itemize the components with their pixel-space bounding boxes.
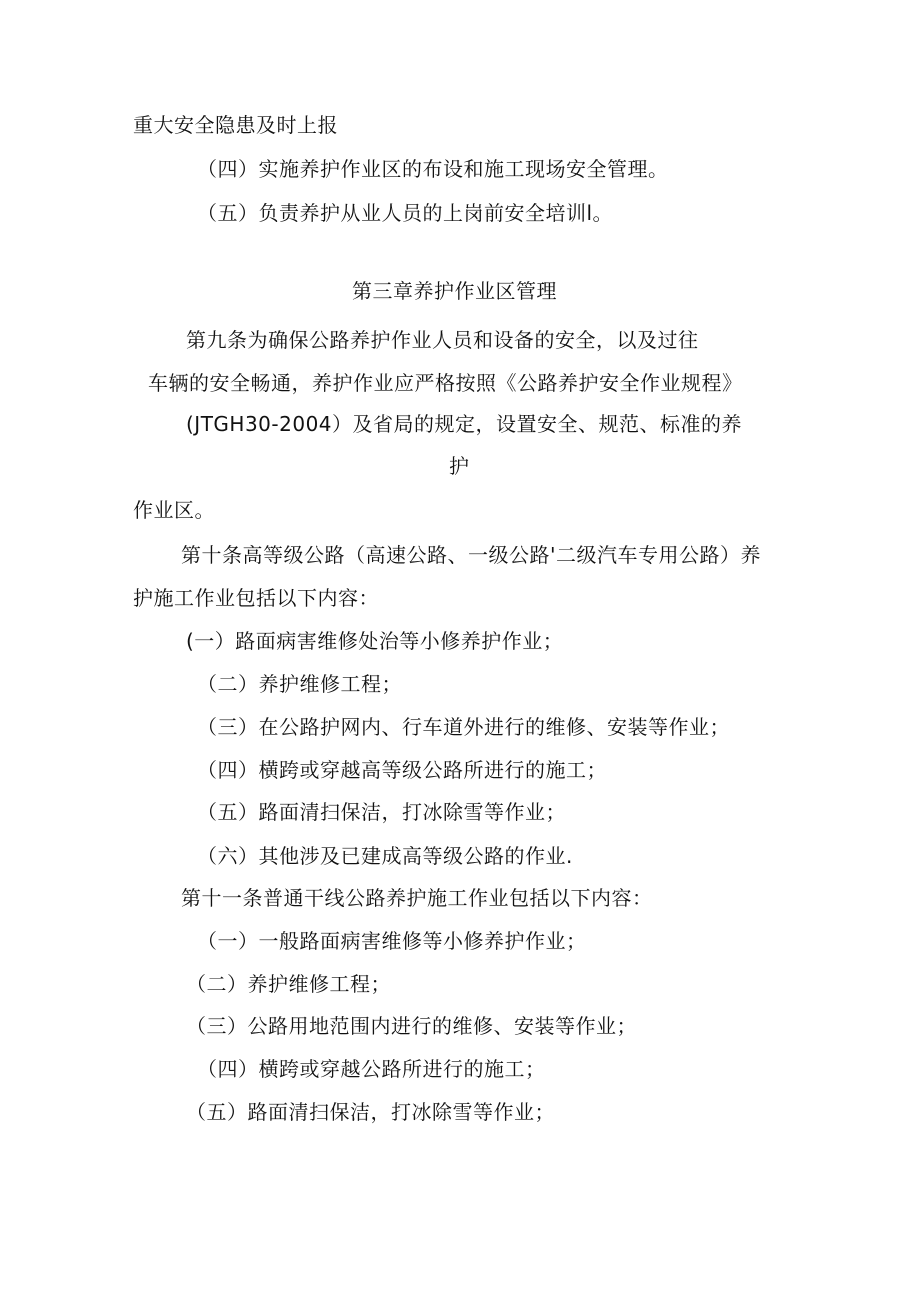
- text-line-item-5: （五）负责养护从业人员的上岗前安全培训l。: [197, 201, 614, 225]
- article-11-item-5: （五）路面清扫保洁，打冰除雪等作业；: [186, 1100, 555, 1124]
- article-10-item-6: （六）其他涉及已建成高等级公路的作业.: [197, 844, 573, 868]
- article-10-item-2: （二）养护维修工程；: [197, 672, 402, 696]
- chapter-heading: 第三章养护作业区管理: [352, 279, 557, 303]
- article-11-item-4: （四）横跨或穿越公路所进行的施工；: [197, 1057, 546, 1081]
- article-10-line-2: 护施工作业包括以下内容：: [133, 586, 379, 610]
- article-10-item-5: （五）路面清扫保洁，打冰除雪等作业；: [197, 800, 566, 824]
- text-line-hazard-report: 重大安全隐患及时上报: [133, 113, 338, 137]
- article-10-item-4: （四）横跨或穿越高等级公路所进行的施工；: [197, 758, 607, 782]
- article-11-item-3: （三）公路用地范围内进行的维修、安装等作业；: [186, 1014, 637, 1038]
- article-11-item-1: （一）一般路面病害维修等小修养护作业；: [197, 929, 587, 953]
- article-9-line-3: (JTGH30-2004）及省局的规定，设置安全、规范、标准的养: [186, 412, 743, 436]
- article-10-item-3: （三）在公路护网内、行车道外进行的维修、安装等作业；: [197, 715, 730, 739]
- article-9-line-2: 车辆的安全畅通，养护作业应严格按照《公路养护安全作业规程》: [148, 371, 743, 395]
- article-11-line-1: 第十一条普通干线公路养护施工作业包括以下内容：: [181, 886, 653, 910]
- article-9-line-1: 第九条为确保公路养护作业人员和设备的安全，以及过往: [186, 328, 699, 352]
- article-9-line-4: 护: [449, 454, 470, 478]
- text-line-item-4: （四）实施养护作业区的布设和施工现场安全管理。: [197, 157, 669, 181]
- article-10-line-1: 第十条高等级公路（高速公路、一级公路'二级汽车专用公路）养: [181, 543, 761, 567]
- article-10-item-1: (一）路面病害维修处治等小修养护作业；: [186, 629, 564, 653]
- article-9-line-5: 作业区。: [133, 498, 215, 522]
- article-11-item-2: （二）养护维修工程；: [186, 972, 391, 996]
